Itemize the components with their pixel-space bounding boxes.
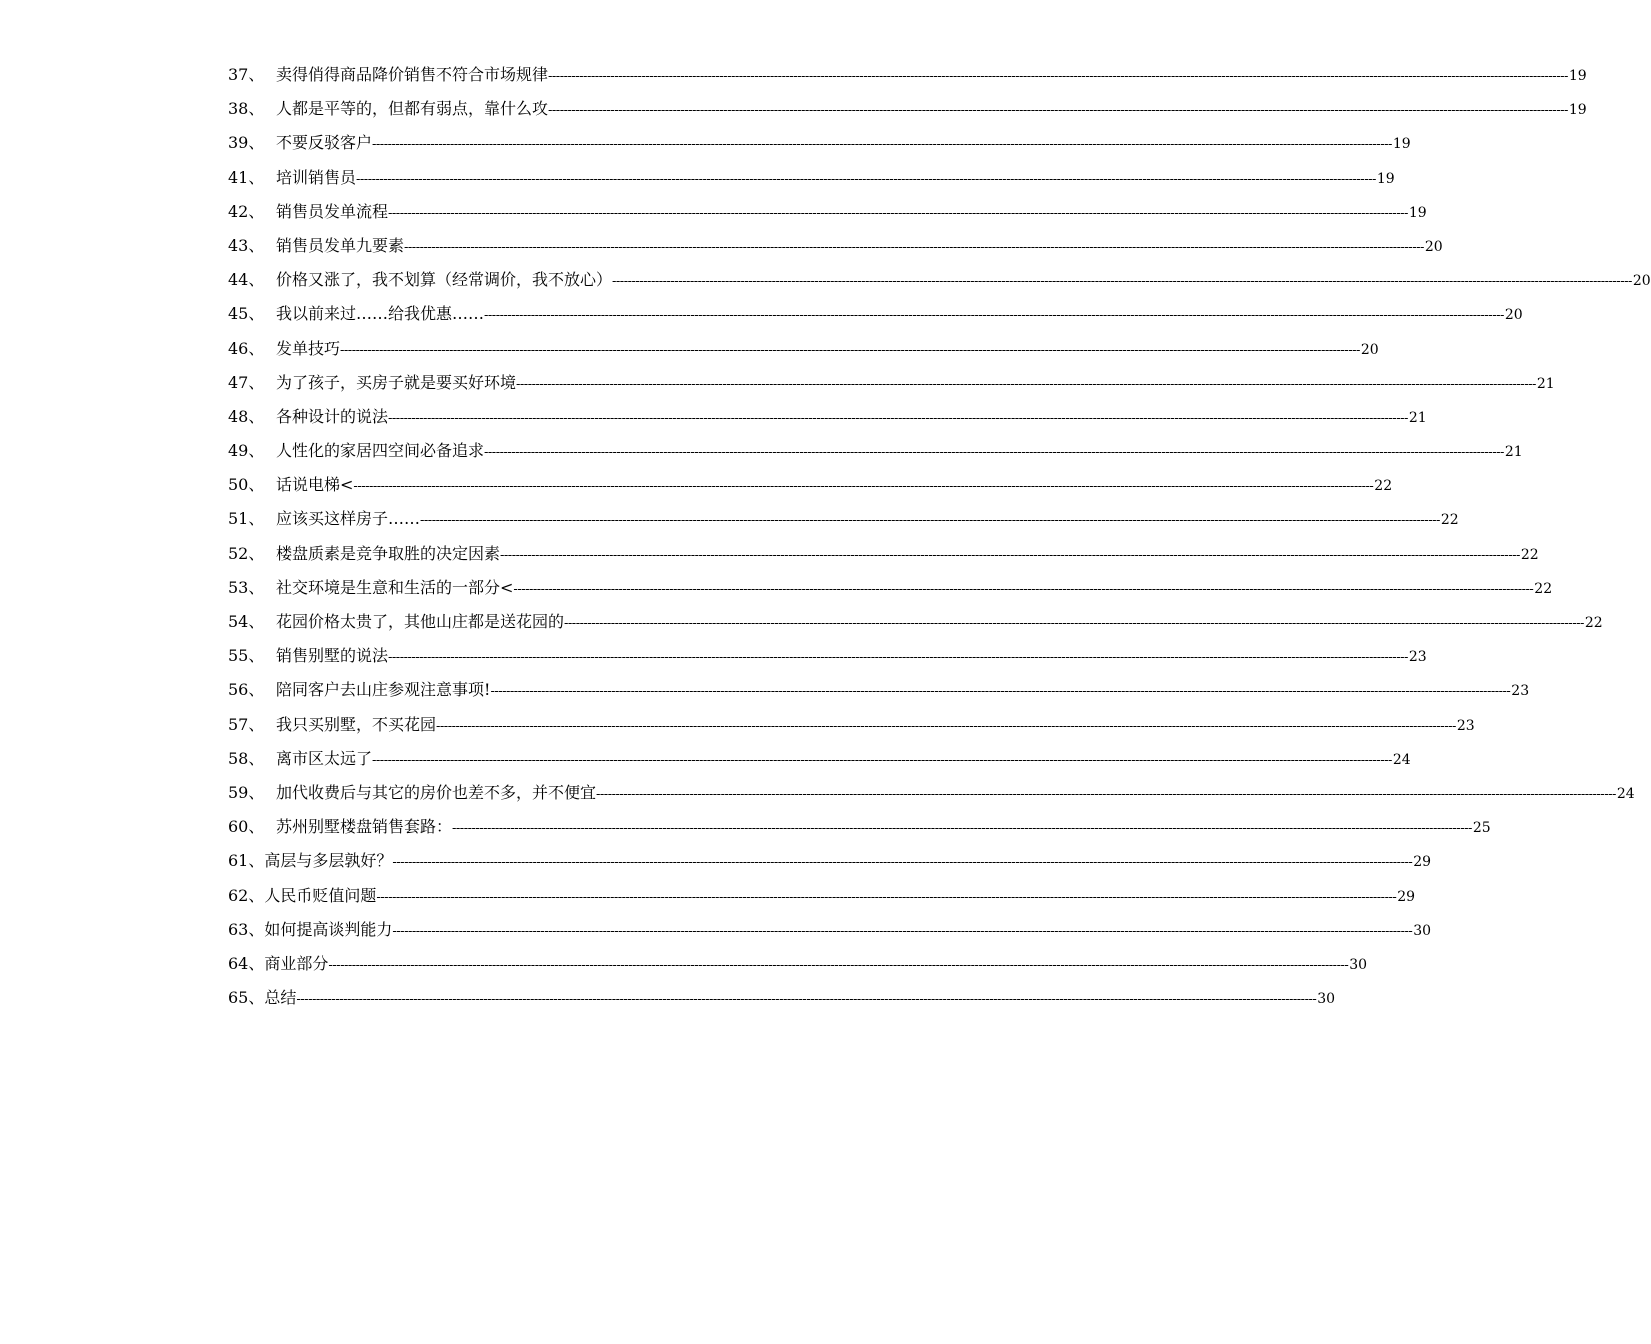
dot-leader [388, 402, 1408, 436]
dot-leader [388, 641, 1408, 675]
toc-entry[interactable] [228, 195, 1427, 229]
toc-entry[interactable] [228, 571, 1553, 605]
entry-number: 53、 [228, 577, 265, 597]
dot-leader [392, 846, 1412, 880]
entry-number: 65、 [228, 988, 265, 1008]
toc-entry[interactable] [228, 502, 1459, 536]
dot-leader [420, 504, 1440, 538]
toc-entry[interactable] [228, 673, 1530, 707]
entry-page-number: 23 [1408, 649, 1427, 666]
entry-number: 50、 [228, 475, 265, 495]
toc-entry[interactable] [228, 605, 1603, 639]
dot-leader [548, 60, 1568, 94]
entry-title: 我以前来过……给我优惠…… [276, 304, 485, 324]
entry-title: 价格又涨了，我不划算（经常调价，我不放心） [276, 270, 613, 290]
toc-entry[interactable] [228, 263, 1651, 297]
entry-page-number: 22 [1374, 478, 1393, 495]
dot-leader [564, 607, 1584, 641]
entry-page-number: 23 [1456, 717, 1475, 734]
entry-title: 销售别墅的说法 [276, 646, 389, 666]
entry-number: 37、 [228, 65, 265, 84]
entry-title: 花园价格太贵了，其他山庄都是送花园的 [276, 612, 565, 631]
entry-title: 我只买别墅，不买花园 [276, 714, 437, 734]
entry-page-number: 29 [1413, 854, 1432, 871]
entry-number: 63、 [228, 919, 265, 939]
entry-page-number: 21 [1408, 409, 1427, 426]
dot-leader [490, 675, 1510, 709]
entry-title: 发单技巧 [276, 338, 341, 358]
entry-page-number: 24 [1616, 785, 1635, 802]
toc-entry[interactable] [228, 639, 1427, 673]
dot-leader [513, 573, 1533, 607]
entry-page-number: 19 [1568, 68, 1587, 84]
dot-leader [376, 881, 1396, 915]
entry-title: 离市区太远了 [276, 748, 373, 768]
entry-title: 人都是平等的，但都有弱点，靠什么攻 [276, 99, 549, 119]
entry-title: 不要反驳客户 [276, 133, 373, 153]
dot-leader [392, 915, 1412, 949]
entry-number: 54、 [228, 612, 265, 631]
toc-entry[interactable] [228, 229, 1443, 263]
entry-page-number: 22 [1520, 546, 1539, 563]
entry-number: 46、 [228, 338, 265, 358]
entry-title: 加代收费后与其它的房价也差不多，并不便宜 [276, 782, 597, 802]
entry-number: 45、 [228, 304, 265, 324]
entry-page-number: 20 [1504, 307, 1523, 324]
entry-title: 培训销售员 [276, 167, 357, 187]
entry-number: 48、 [228, 406, 265, 426]
dot-leader [388, 197, 1408, 231]
entry-number: 61、 [228, 851, 265, 871]
entry-number: 38、 [228, 99, 265, 119]
dot-leader [500, 539, 1520, 573]
entry-title: 人民币贬值问题 [264, 885, 377, 905]
entry-page-number: 21 [1504, 444, 1523, 461]
dot-leader [296, 983, 1316, 1017]
dot-leader [548, 94, 1568, 128]
entry-number: 47、 [228, 372, 265, 392]
entry-number: 55、 [228, 646, 265, 666]
entry-page-number: 24 [1392, 751, 1411, 768]
entry-title: 各种设计的说法 [276, 406, 389, 426]
toc-entry[interactable] [228, 981, 1336, 1015]
dot-leader [356, 163, 1376, 197]
entry-title: 话说电梯< [276, 475, 354, 495]
toc-entry[interactable] [228, 332, 1379, 366]
toc-entry[interactable] [228, 537, 1539, 571]
dot-leader [372, 128, 1392, 162]
toc-entry[interactable] [228, 161, 1395, 195]
entry-page-number: 30 [1317, 991, 1336, 1008]
toc-entry[interactable] [228, 947, 1368, 981]
toc-entry[interactable] [228, 468, 1393, 502]
toc-entry[interactable] [228, 844, 1432, 878]
dot-leader [340, 334, 1360, 368]
entry-page-number: 19 [1408, 204, 1427, 221]
entry-page-number: 23 [1511, 683, 1530, 700]
toc-entry[interactable] [228, 879, 1416, 913]
entry-title: 楼盘质素是竞争取胜的决定因素 [276, 543, 501, 563]
entry-page-number: 29 [1397, 888, 1416, 905]
toc-entry[interactable] [228, 58, 1587, 92]
dot-leader [372, 744, 1392, 778]
entry-number: 51、 [228, 509, 265, 529]
toc-entry[interactable] [228, 126, 1411, 160]
entry-number: 59、 [228, 782, 265, 802]
entry-page-number: 25 [1472, 820, 1491, 837]
dot-leader [612, 265, 1632, 299]
entry-number: 39、 [228, 133, 265, 153]
toc-entry[interactable] [228, 434, 1523, 468]
toc-entry[interactable] [228, 810, 1491, 844]
entry-title: 陪同客户去山庄参观注意事项! [276, 680, 491, 700]
entry-number: 49、 [228, 441, 265, 461]
entry-number: 58、 [228, 748, 265, 768]
toc-entry[interactable] [228, 400, 1427, 434]
entry-page-number: 22 [1440, 512, 1459, 529]
toc-entry[interactable] [228, 776, 1635, 810]
entry-title: 高层与多层孰好？ [264, 851, 393, 871]
entry-number: 64、 [228, 953, 265, 973]
toc-entry[interactable] [228, 708, 1475, 742]
dot-leader [516, 368, 1536, 402]
entry-number: 43、 [228, 235, 265, 255]
entry-title: 卖得俏得商品降价销售不符合市场规律 [276, 65, 549, 84]
entry-page-number: 30 [1349, 956, 1368, 973]
entry-page-number: 22 [1584, 615, 1603, 631]
entry-page-number: 21 [1536, 375, 1555, 392]
entry-page-number: 19 [1568, 102, 1587, 119]
dot-leader [436, 710, 1456, 744]
dot-leader [404, 231, 1424, 265]
entry-number: 41、 [228, 167, 265, 187]
entry-number: 42、 [228, 201, 265, 221]
dot-leader [484, 299, 1504, 333]
entry-page-number: 22 [1534, 580, 1553, 597]
entry-title: 人性化的家居四空间必备追求 [276, 441, 485, 461]
dot-leader [452, 812, 1472, 846]
entry-page-number: 20 [1360, 341, 1379, 358]
toc-entry[interactable] [228, 297, 1523, 331]
entry-number: 44、 [228, 270, 265, 290]
toc-entry[interactable] [228, 742, 1411, 776]
entry-page-number: 20 [1632, 273, 1651, 290]
entry-title: 苏州别墅楼盘销售套路： [276, 817, 453, 837]
entry-number: 62、 [228, 885, 265, 905]
entry-page-number: 19 [1376, 170, 1395, 187]
table-of-contents [228, 58, 1651, 1015]
dot-leader [353, 470, 1373, 504]
entry-page-number: 30 [1413, 922, 1432, 939]
entry-number: 52、 [228, 543, 265, 563]
entry-number: 57、 [228, 714, 265, 734]
toc-entry[interactable] [228, 366, 1555, 400]
entry-title: 销售员发单流程 [276, 201, 389, 221]
entry-title: 如何提高谈判能力 [264, 919, 393, 939]
entry-title: 销售员发单九要素 [276, 235, 405, 255]
entry-title: 商业部分 [264, 953, 329, 973]
entry-title: 应该买这样房子…… [276, 509, 421, 529]
entry-number: 60、 [228, 817, 265, 837]
dot-leader [596, 778, 1616, 812]
entry-title: 社交环境是生意和生活的一部分< [276, 577, 514, 597]
toc-entry[interactable] [228, 92, 1587, 126]
entry-title: 总结 [264, 988, 297, 1008]
entry-number: 56、 [228, 680, 265, 700]
entry-page-number: 19 [1392, 136, 1411, 153]
dot-leader [484, 436, 1504, 470]
toc-entry[interactable] [228, 913, 1432, 947]
entry-title: 为了孩子，买房子就是要买好环境 [276, 372, 517, 392]
entry-page-number: 20 [1424, 238, 1443, 255]
dot-leader [328, 949, 1348, 983]
